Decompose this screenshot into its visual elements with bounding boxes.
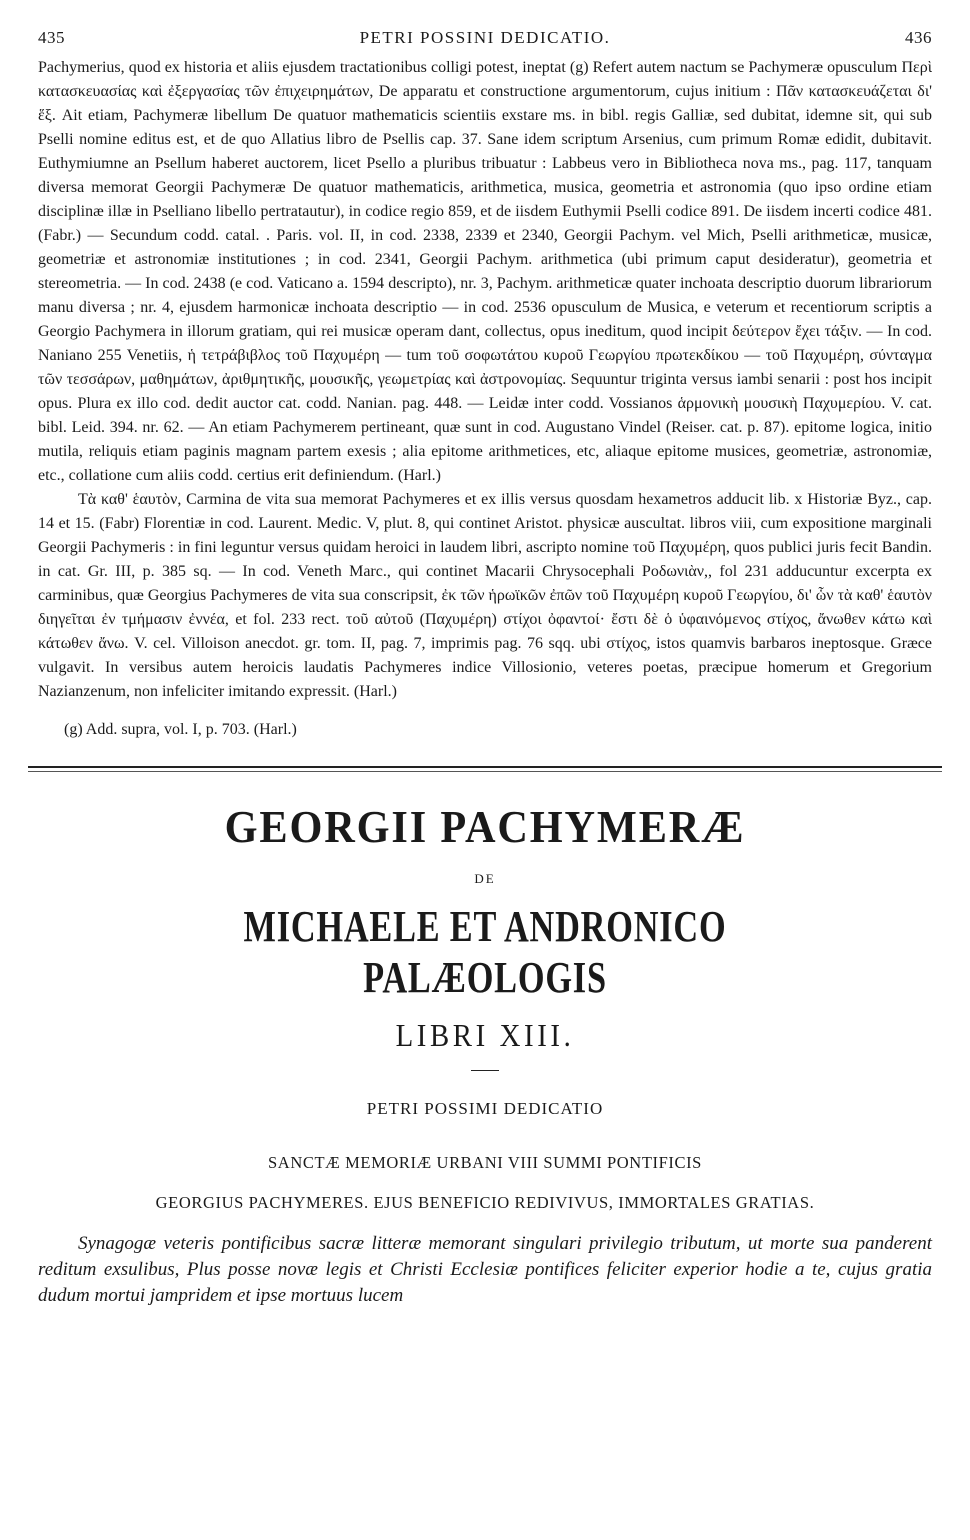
main-title-line1: GEORGII PACHYMERÆ xyxy=(224,801,746,852)
body-paragraph-1: Pachymerius, quod ex historia et aliis ejusdem tractationibus colligi potest, ineptat (g) Refert autem nactum se Pachymeræ opusculum Περὶ κατασκευασίας καὶ ἐξεργασίας τῶν ἐπιχειρημάτων, De apparatu et constructione argumentorum, cujus initium : Πᾶν κατασκευάζεται δι' ἕξ. Ait etiam, Pachymeræ libellum De quatuor mathematicis scientiis exstare ms. in bibl. regis Galliæ, sed dubitat, idemne sit, qui sub Pselli nomine editus est, et de quo Allatius libro de Psellis cap. 37. Sane idem scriptum Arsenius, cum primum Romæ edidit, dubitavit. Euthymiumne an Psellum haberet auctorem, licet Psello a pluribus tribuatur : Labbeus vero in Bibliotheca nova ms., pag. 117, tanquam diversa memorat Georgii Pachymeræ De quatuor mathematicis, arithmetica, musica, geometria et astronomia (quo ipso ordine etiam disciplinæ illæ in Pselliano libello pertratautur), in codice regio 859, et de iisdem Euthymii Pselli codice 891. De iisdem incerti codice 481. (Fabr.) — Secundum codd. catal. . Paris. vol. II, in cod. 2338, 2339 et 2340, Georgii Pachym. vel Mich, Pselli arithmeticæ, musicæ, geometriæ et astronomiæ institutiones ; in cod. 2341, Georgii Pachym. arithmetica (ubi primum caput desideratur), geometria et stereometria. — In cod. 2438 (e cod. Vaticano a. 1594 descripto), nr. 3, Pachym. arithmeticæ quater inchoata descriptio duorum librariorum manu diversa ; nr. 4, ejusdem harmonicæ inchoata descriptio — in cod. 2536 opusculum de Musica, e veterum et recentiorum scriptis a Georgio Pachymera in illorum gratiam, qui rei musicæ operam dant, collectus, opus ineditum, quod incipit δεύτερον ἔχει τάξιν. — In cod. Naniano 255 Venetiis, ἡ τετράβιβλος τοῦ Παχυμέρη — tum τοῦ σοφωτάτου κυροῦ Γεωργίου πρωτεκδίκου — τοῦ Παχυμέρη, σύνταγμα τῶν τεσσάρων, μαθημάτων, ἀριθμητικῆς, μουσικῆς, γεωμετρίας καὶ ἀστρονομίας. Sequuntur triginta versus iambi senarii : post hos incipit opus. Plura ex illo cod. dedit auctor cat. codd. Nanian. pag. 448. — Leidæ inter codd. Vossianos ἁρμονικὴ μουσικὴ Παχυμερίου. V. cat. bibl. Leid. 394. nr. 62. — An etiam Pachymerem pertineant, quæ sunt in cod. Augustano Vindel (Reiser. cat. p. 87). epitome logica, initio mutila, reliquis etiam paginis magnam partem exesis ; alia epitome arithmetices, etc, aliaque epitome musices, geometriæ, astronomiæ, etc., collatione cum aliis codd. certius erit definiendum. (Harl.) xyxy=(38,59,932,484)
short-divider xyxy=(471,1070,499,1071)
dedication-text: Synagogæ veteris pontificibus sacræ litteræ memorant singulari privilegio tributum, ut morte sua panderent reditum exsulibus, Plus posse novæ legis et Christi Ecclesiæ pontifices feliciter experior hodie a te, cujus gratia dudum mortui jampridem et ipse mortuus lucem xyxy=(38,1233,932,1306)
dedication-heading-1: SANCTÆ MEMORIÆ URBANI VIII SUMMI PONTIFICIS xyxy=(268,1153,702,1172)
running-head-title: PETRI POSSINI DEDICATIO. xyxy=(359,28,611,47)
main-title-line4: LIBRI XIII. xyxy=(395,1017,575,1053)
page-number-right: 436 xyxy=(905,28,932,47)
main-title-line2: DE xyxy=(474,871,496,886)
section-divider-thin xyxy=(28,771,942,772)
main-title-line3: MICHAELE ET ANDRONICO PALÆOLOGIS xyxy=(243,902,727,1002)
dedication-heading-2: GEORGIUS PACHYMERES. EJUS BENEFICIO REDIVIVUS, IMMORTALES GRATIAS. xyxy=(155,1193,815,1212)
running-head xyxy=(38,28,932,56)
footnote: (g) Add. supra, vol. I, p. 703. (Harl.) xyxy=(64,721,297,738)
body-paragraph-2: Τὰ καθ' ἑαυτὸν, Carmina de vita sua memorat Pachymeres et ex illis versus quosdam hexametros adducit lib. x Historiæ Byz., cap. 14 et 15. (Fabr) Florentiæ in cod. Laurent. Medic. V, plut. 8, qui continet Aristot. physicæ auscultat. libros viii, cum expositione marginali Georgii Pachymeris : in fini leguntur versus quidam heroici in laudem libri, ascripto nomine τοῦ Παχυμέρη, quos publici juris fecit Bandin. in cat. Gr. III, p. 385 sq. — In cod. Veneth Marc., qui continet Macarii Chrysocephali Ροδωνιὰν,, fol 231 adducuntur excerpta ex carminibus, quæ Georgius Pachymeres de vita sua conscripsit, ἐκ τῶν ἡρωϊκῶν ἐπῶν τοῦ Παχυμέρη κυροῦ Γεωργίου, δι' ὧν τὰ καθ' ἑαυτὸν διηγεῖται ἐν τμήμασιν ἐννέα, et fol. 233 rect. τοῦ αὐτοῦ (Παχυμέρη) στίχοι ὀφαντοί· ἔστι δὲ ὁ ὑφαινόμενος στίχος, ἄνωθεν κάτω καὶ κάτωθεν ἄνω. V. cel. Villoison anecdot. gr. tom. II, pag. 7, imprimis pag. 76 sqq. ubi στίχος, istos quamvis barbaros ineptosque. Græce vulgavit. In versibus autem heroicis laudatis Pachymeres indice Villosionio, veteres poetas, præcipue homerum et Gregorium Nazianzenum, non infeliciter imitando expressit. (Harl.) xyxy=(38,491,932,700)
page-number-left: 435 xyxy=(38,28,65,47)
section-divider xyxy=(28,766,942,768)
dedication-subtitle: PETRI POSSIMI DEDICATIO xyxy=(366,1099,604,1118)
document-page xyxy=(38,28,932,1309)
